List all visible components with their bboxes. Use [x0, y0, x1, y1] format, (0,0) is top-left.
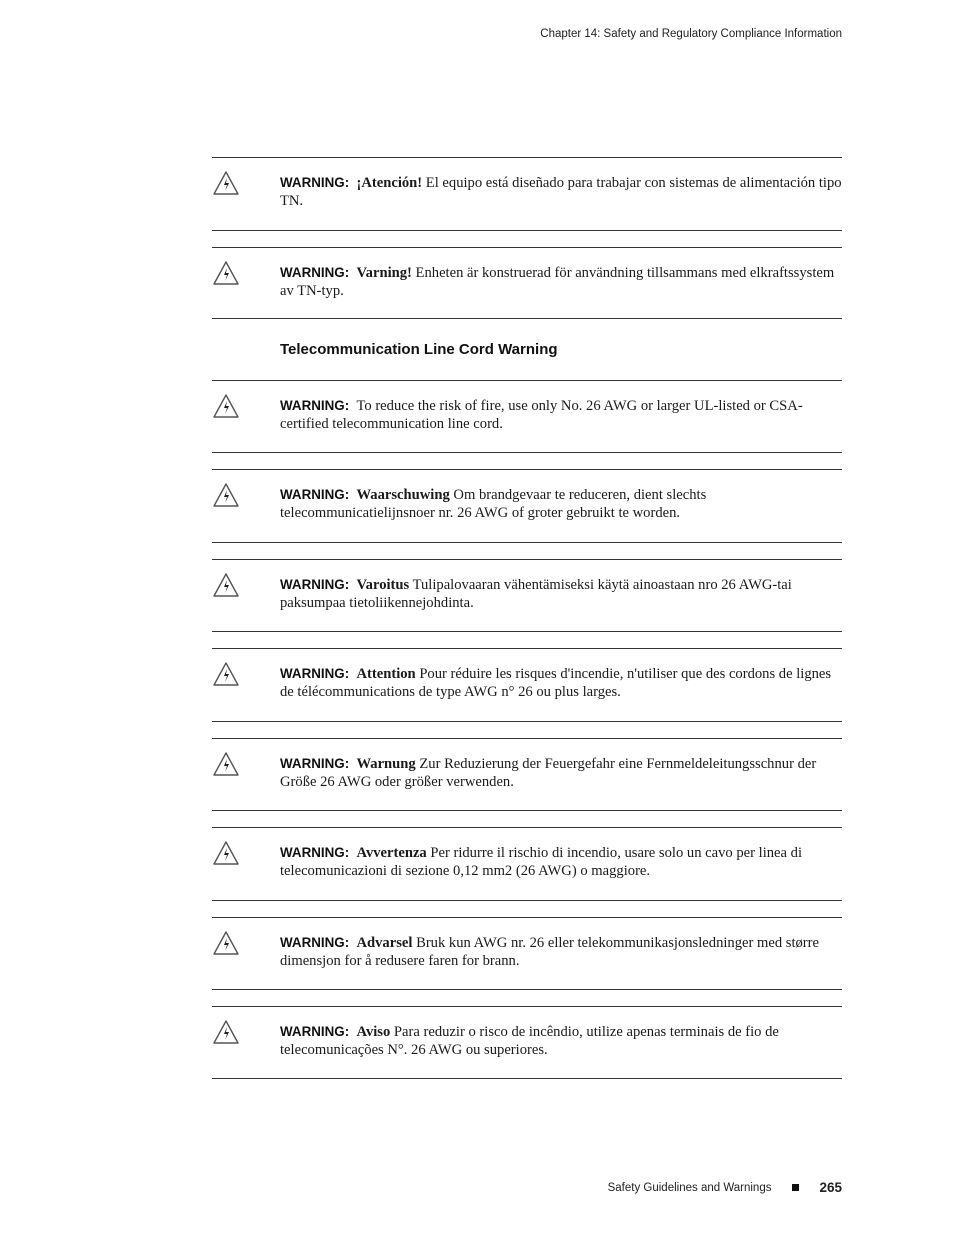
- warning-body: El equipo está diseñado para trabajar con sistemas de alimentación tipo TN.: [280, 175, 842, 209]
- warning-lead: WARNING:: [280, 666, 350, 681]
- warning-label: Waarschuwing: [356, 487, 450, 503]
- warning-block: [212, 247, 842, 319]
- warning-body: Pour réduire les risques d'incendie, n'utiliser que des cordons de lignes de télécommunications de type AWG n° 26 ou plus larges.: [280, 666, 832, 700]
- warning-lead: WARNING:: [280, 935, 350, 950]
- warning-label: Warnung: [356, 756, 416, 772]
- warning-label: Avvertenza: [356, 845, 427, 861]
- electrical-hazard-icon: [212, 840, 240, 866]
- warning-body: Zur Reduzierung der Feuergefahr eine Fernmeldeleitungsschnur der Größe 26 AWG oder größer verwenden.: [280, 756, 817, 790]
- warning-lead: WARNING:: [280, 756, 350, 771]
- electrical-hazard-icon: [212, 751, 240, 777]
- warning-label: Advarsel: [356, 935, 413, 951]
- electrical-hazard-icon: [212, 661, 240, 687]
- warning-label: Attention: [356, 666, 416, 682]
- warning-block: [212, 469, 842, 543]
- page-number: 265: [819, 1180, 842, 1195]
- electrical-hazard-icon: [212, 1019, 240, 1045]
- warning-lead: WARNING:: [280, 577, 350, 592]
- footer-title: Safety Guidelines and Warnings: [607, 1181, 772, 1194]
- warning-text: [280, 576, 842, 612]
- warning-label: Varoitus: [356, 577, 410, 593]
- warning-block: [212, 559, 842, 632]
- warning-block: [212, 380, 842, 453]
- warning-text: [280, 397, 842, 433]
- running-head: Chapter 14: Safety and Regulatory Compliance Information: [540, 28, 842, 40]
- warning-label: Aviso: [356, 1024, 391, 1040]
- warning-block: [212, 917, 842, 990]
- warning-lead: WARNING:: [280, 398, 350, 413]
- electrical-hazard-icon: [212, 572, 240, 598]
- warning-label: Varning!: [356, 265, 412, 281]
- warning-label: ¡Atención!: [356, 175, 423, 191]
- warning-lead: WARNING:: [280, 175, 350, 190]
- warning-block: [212, 738, 842, 811]
- warning-lead: WARNING:: [280, 1024, 350, 1039]
- electrical-hazard-icon: [212, 393, 240, 419]
- warning-text: [280, 665, 842, 701]
- warning-text: [280, 844, 842, 880]
- warning-body: Per ridurre il rischio di incendio, usare solo un cavo per linea di telecomunicazioni di sezione 0,12 mm2 (26 AWG) o maggiore.: [280, 845, 802, 879]
- warning-body: To reduce the risk of fire, use only No. 26 AWG or larger UL-listed or CSA-certified telecommunication line cord.: [280, 398, 803, 432]
- warning-text: [280, 1023, 842, 1059]
- warning-body: Tulipalovaaran vähentämiseksi käytä ainoastaan nro 26 AWG-tai paksumpaa tietoliikennejohdinta.: [280, 577, 792, 611]
- warning-lead: WARNING:: [280, 845, 350, 860]
- warning-lead: WARNING:: [280, 487, 350, 502]
- warning-body: Bruk kun AWG nr. 26 eller telekommunikasjonsledninger med større dimensjon for å redusere faren for brann.: [280, 935, 820, 969]
- warning-text: [280, 934, 842, 970]
- section-heading: Telecommunication Line Cord Warning: [280, 341, 558, 358]
- warning-lead: WARNING:: [280, 265, 350, 280]
- warning-block: [212, 1006, 842, 1079]
- electrical-hazard-icon: [212, 930, 240, 956]
- warning-block: [212, 827, 842, 901]
- warning-text: [280, 755, 842, 791]
- electrical-hazard-icon: [212, 260, 240, 286]
- page-footer: [608, 1180, 842, 1195]
- warning-text: [280, 264, 842, 300]
- warning-text: [280, 174, 842, 210]
- warning-block: [212, 157, 842, 231]
- warning-body: Enheten är konstruerad för användning tillsammans med elkraftssystem av TN-typ.: [280, 265, 835, 299]
- footer-separator-square: [792, 1184, 799, 1191]
- warning-body: Om brandgevaar te reduceren, dient slechts telecommunicatielijnsnoer nr. 26 AWG of groter gebruikt te worden.: [280, 487, 707, 521]
- electrical-hazard-icon: [212, 482, 240, 508]
- warning-body: Para reduzir o risco de incêndio, utilize apenas terminais de fio de telecomunicações N°. 26 AWG ou superiores.: [280, 1024, 779, 1058]
- warning-text: [280, 486, 842, 522]
- electrical-hazard-icon: [212, 170, 240, 196]
- warning-block: [212, 648, 842, 722]
